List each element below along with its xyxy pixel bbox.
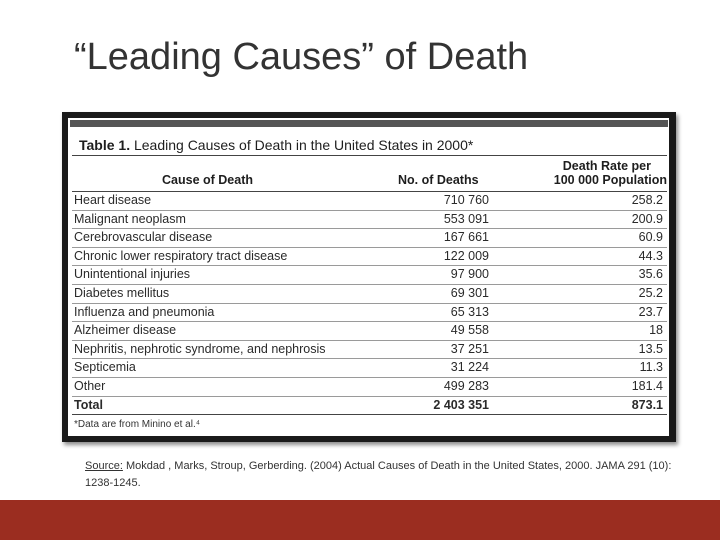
table-row — [72, 341, 667, 360]
table-top-rule — [70, 120, 668, 127]
table-number: Table 1. — [79, 137, 131, 153]
table-row — [72, 322, 667, 341]
deaths-cell: 122 009 — [443, 248, 489, 263]
deaths-cell: 167 661 — [443, 230, 489, 245]
table-row — [72, 248, 667, 267]
rate-cell: 11.3 — [639, 360, 663, 375]
source-citation — [85, 458, 685, 492]
deaths-cell: 69 301 — [450, 285, 489, 300]
table-panel — [68, 118, 669, 436]
table-row — [72, 304, 667, 323]
total-label: Total — [74, 397, 103, 412]
table-row — [72, 211, 667, 230]
cause-cell: Cerebrovascular disease — [74, 230, 213, 245]
deaths-cell: 710 760 — [443, 193, 489, 207]
deaths-cell: 31 224 — [450, 360, 489, 375]
cause-cell: Septicemia — [74, 360, 136, 375]
table-caption: Leading Causes of Death in the United States in 2000* — [130, 137, 474, 153]
deaths-cell: 553 091 — [443, 211, 489, 226]
slide-title: “Leading Causes” of Death — [74, 36, 529, 78]
rate-cell: 44.3 — [638, 248, 663, 263]
table-title — [79, 137, 473, 153]
table-row — [72, 192, 667, 211]
table-body — [72, 192, 667, 415]
header-cause: Cause of Death — [162, 173, 253, 187]
table-image-frame — [62, 112, 676, 442]
header-top-rule — [72, 155, 667, 156]
source-label: Source: — [85, 460, 123, 472]
footer-band — [0, 500, 720, 540]
header-rate-line1: Death Rate per — [562, 159, 651, 173]
total-rate: 873.1 — [631, 397, 663, 412]
cause-cell: Alzheimer disease — [74, 323, 177, 338]
table-total-row — [72, 397, 667, 416]
cause-cell: Malignant neoplasm — [74, 211, 186, 226]
header-deaths: No. of Deaths — [398, 173, 479, 187]
table-row — [72, 229, 667, 248]
table-row — [72, 359, 667, 378]
rate-cell: 35.6 — [638, 267, 663, 282]
rate-cell: 258.2 — [631, 193, 663, 207]
table-row — [72, 378, 667, 397]
cause-cell: Diabetes mellitus — [74, 285, 170, 300]
cause-cell: Unintentional injuries — [74, 267, 191, 282]
cause-cell: Other — [74, 378, 106, 393]
deaths-cell: 65 313 — [450, 304, 489, 319]
rate-cell: 18 — [649, 323, 663, 338]
cause-cell: Heart disease — [74, 193, 152, 207]
rate-cell: 13.5 — [638, 341, 663, 356]
cause-cell: Chronic lower respiratory tract disease — [74, 248, 288, 263]
deaths-cell: 49 558 — [450, 323, 489, 338]
rate-cell: 200.9 — [631, 211, 663, 226]
deaths-cell: 499 283 — [443, 378, 489, 393]
rate-cell: 23.7 — [638, 304, 663, 319]
table-row — [72, 266, 667, 285]
total-deaths: 2 403 351 — [433, 397, 489, 412]
table-row — [72, 285, 667, 304]
header-rate-line2: 100 000 Population — [553, 173, 667, 187]
deaths-cell: 97 900 — [450, 267, 489, 282]
rate-cell: 25.2 — [638, 285, 663, 300]
cause-cell: Nephritis, nephrotic syndrome, and nephrosis — [74, 341, 326, 356]
cause-cell: Influenza and pneumonia — [74, 304, 215, 319]
source-text: Mokdad , Marks, Stroup, Gerberding. (2004) Actual Causes of Death in the United States, 2000. JAMA 291 (10): 1238-1245. — [85, 460, 672, 489]
table-footnote: *Data are from Minino et al.⁴ — [74, 419, 201, 430]
rate-cell: 60.9 — [638, 230, 663, 245]
rate-cell: 181.4 — [631, 378, 663, 393]
deaths-cell: 37 251 — [450, 341, 489, 356]
